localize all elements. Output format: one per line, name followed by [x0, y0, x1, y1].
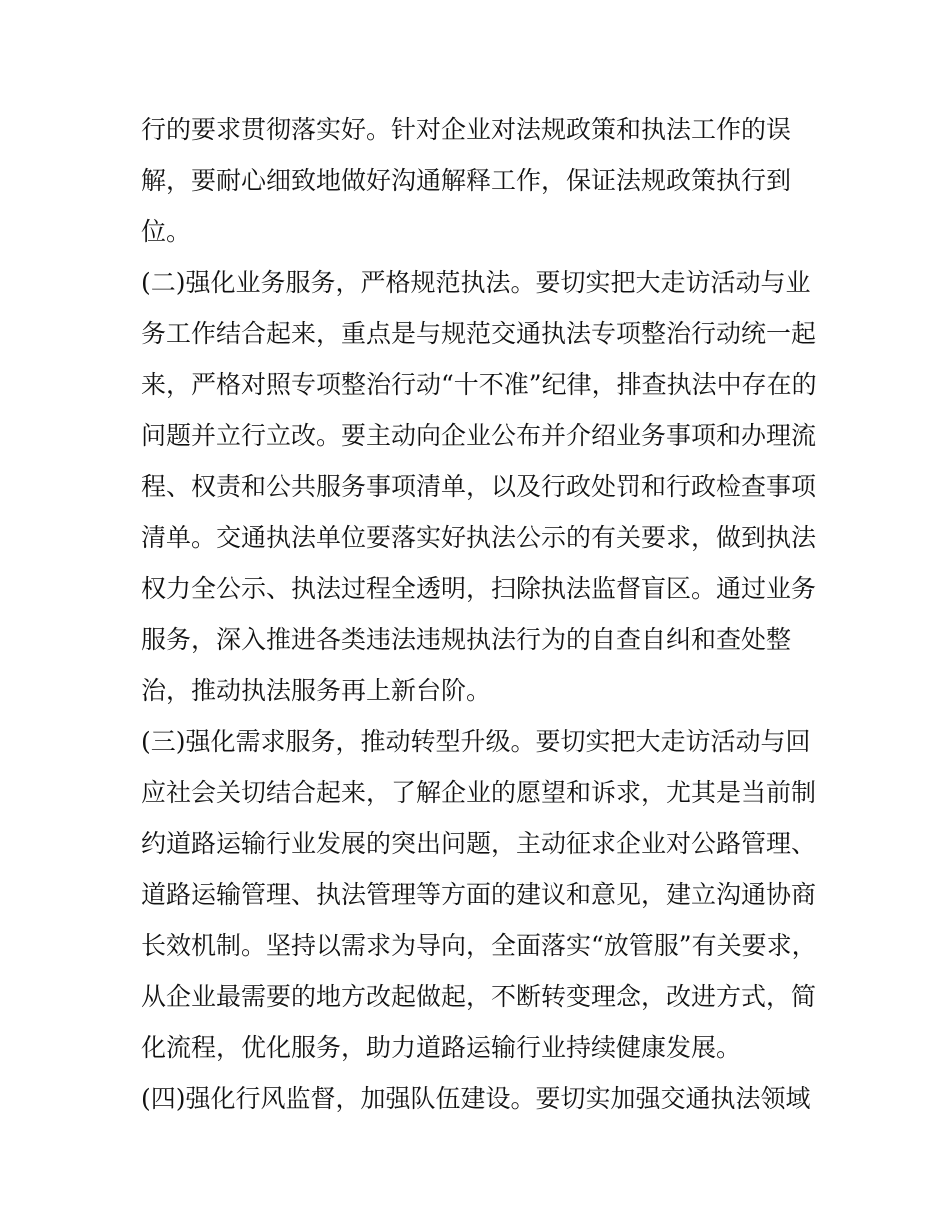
text-line: 问题并立行立改。要主动向企业公布并介绍业务事项和办理流 [141, 421, 817, 450]
text-line: 治，推动执法服务再上新台阶。 [141, 676, 492, 705]
text-line: (四)强化行风监督，加强队伍建设。要切实加强交通执法领域 [141, 1084, 811, 1113]
text-line: 化流程，优化服务，助力道路运输行业持续健康发展。 [141, 1033, 742, 1062]
text-line: 应社会关切结合起来，了解企业的愿望和诉求，尤其是当前制 [141, 778, 817, 807]
text-line: 行的要求贯彻落实好。针对企业对法规政策和执法工作的误 [141, 115, 792, 144]
text-line: 服务，深入推进各类违法违规执法行为的自查自纠和查处整 [141, 625, 792, 654]
text-line: 来，严格对照专项整治行动“十不准”纪律，排查执法中存在的 [141, 370, 817, 399]
text-line: 程、权责和公共服务事项清单，以及行政处罚和行政检查事项 [141, 472, 817, 501]
text-line: 解，要耐心细致地做好沟通解释工作，保证法规政策执行到 [141, 166, 792, 195]
text-line: (三)强化需求服务，推动转型升级。要切实把大走访活动与回 [141, 727, 811, 756]
text-line: 位。 [141, 217, 192, 246]
body-text [141, 104, 821, 1124]
text-line: 权力全公示、执法过程全透明，扫除执法监督盲区。通过业务 [141, 574, 817, 603]
text-line: 从企业最需要的地方改起做起，不断转变理念，改进方式，简 [141, 982, 817, 1011]
text-line: 长效机制。坚持以需求为导向，全面落实“放管服”有关要求， [141, 931, 817, 960]
text-line: 约道路运输行业发展的突出问题，主动征求企业对公路管理、 [141, 829, 817, 858]
text-line: (二)强化业务服务，严格规范执法。要切实把大走访活动与业 [141, 268, 811, 297]
text-line: 务工作结合起来，重点是与规范交通执法专项整治行动统一起 [141, 319, 817, 348]
text-line: 清单。交通执法单位要落实好执法公示的有关要求，做到执法 [141, 523, 817, 552]
text-line: 道路运输管理、执法管理等方面的建议和意见，建立沟通协商 [141, 880, 817, 909]
